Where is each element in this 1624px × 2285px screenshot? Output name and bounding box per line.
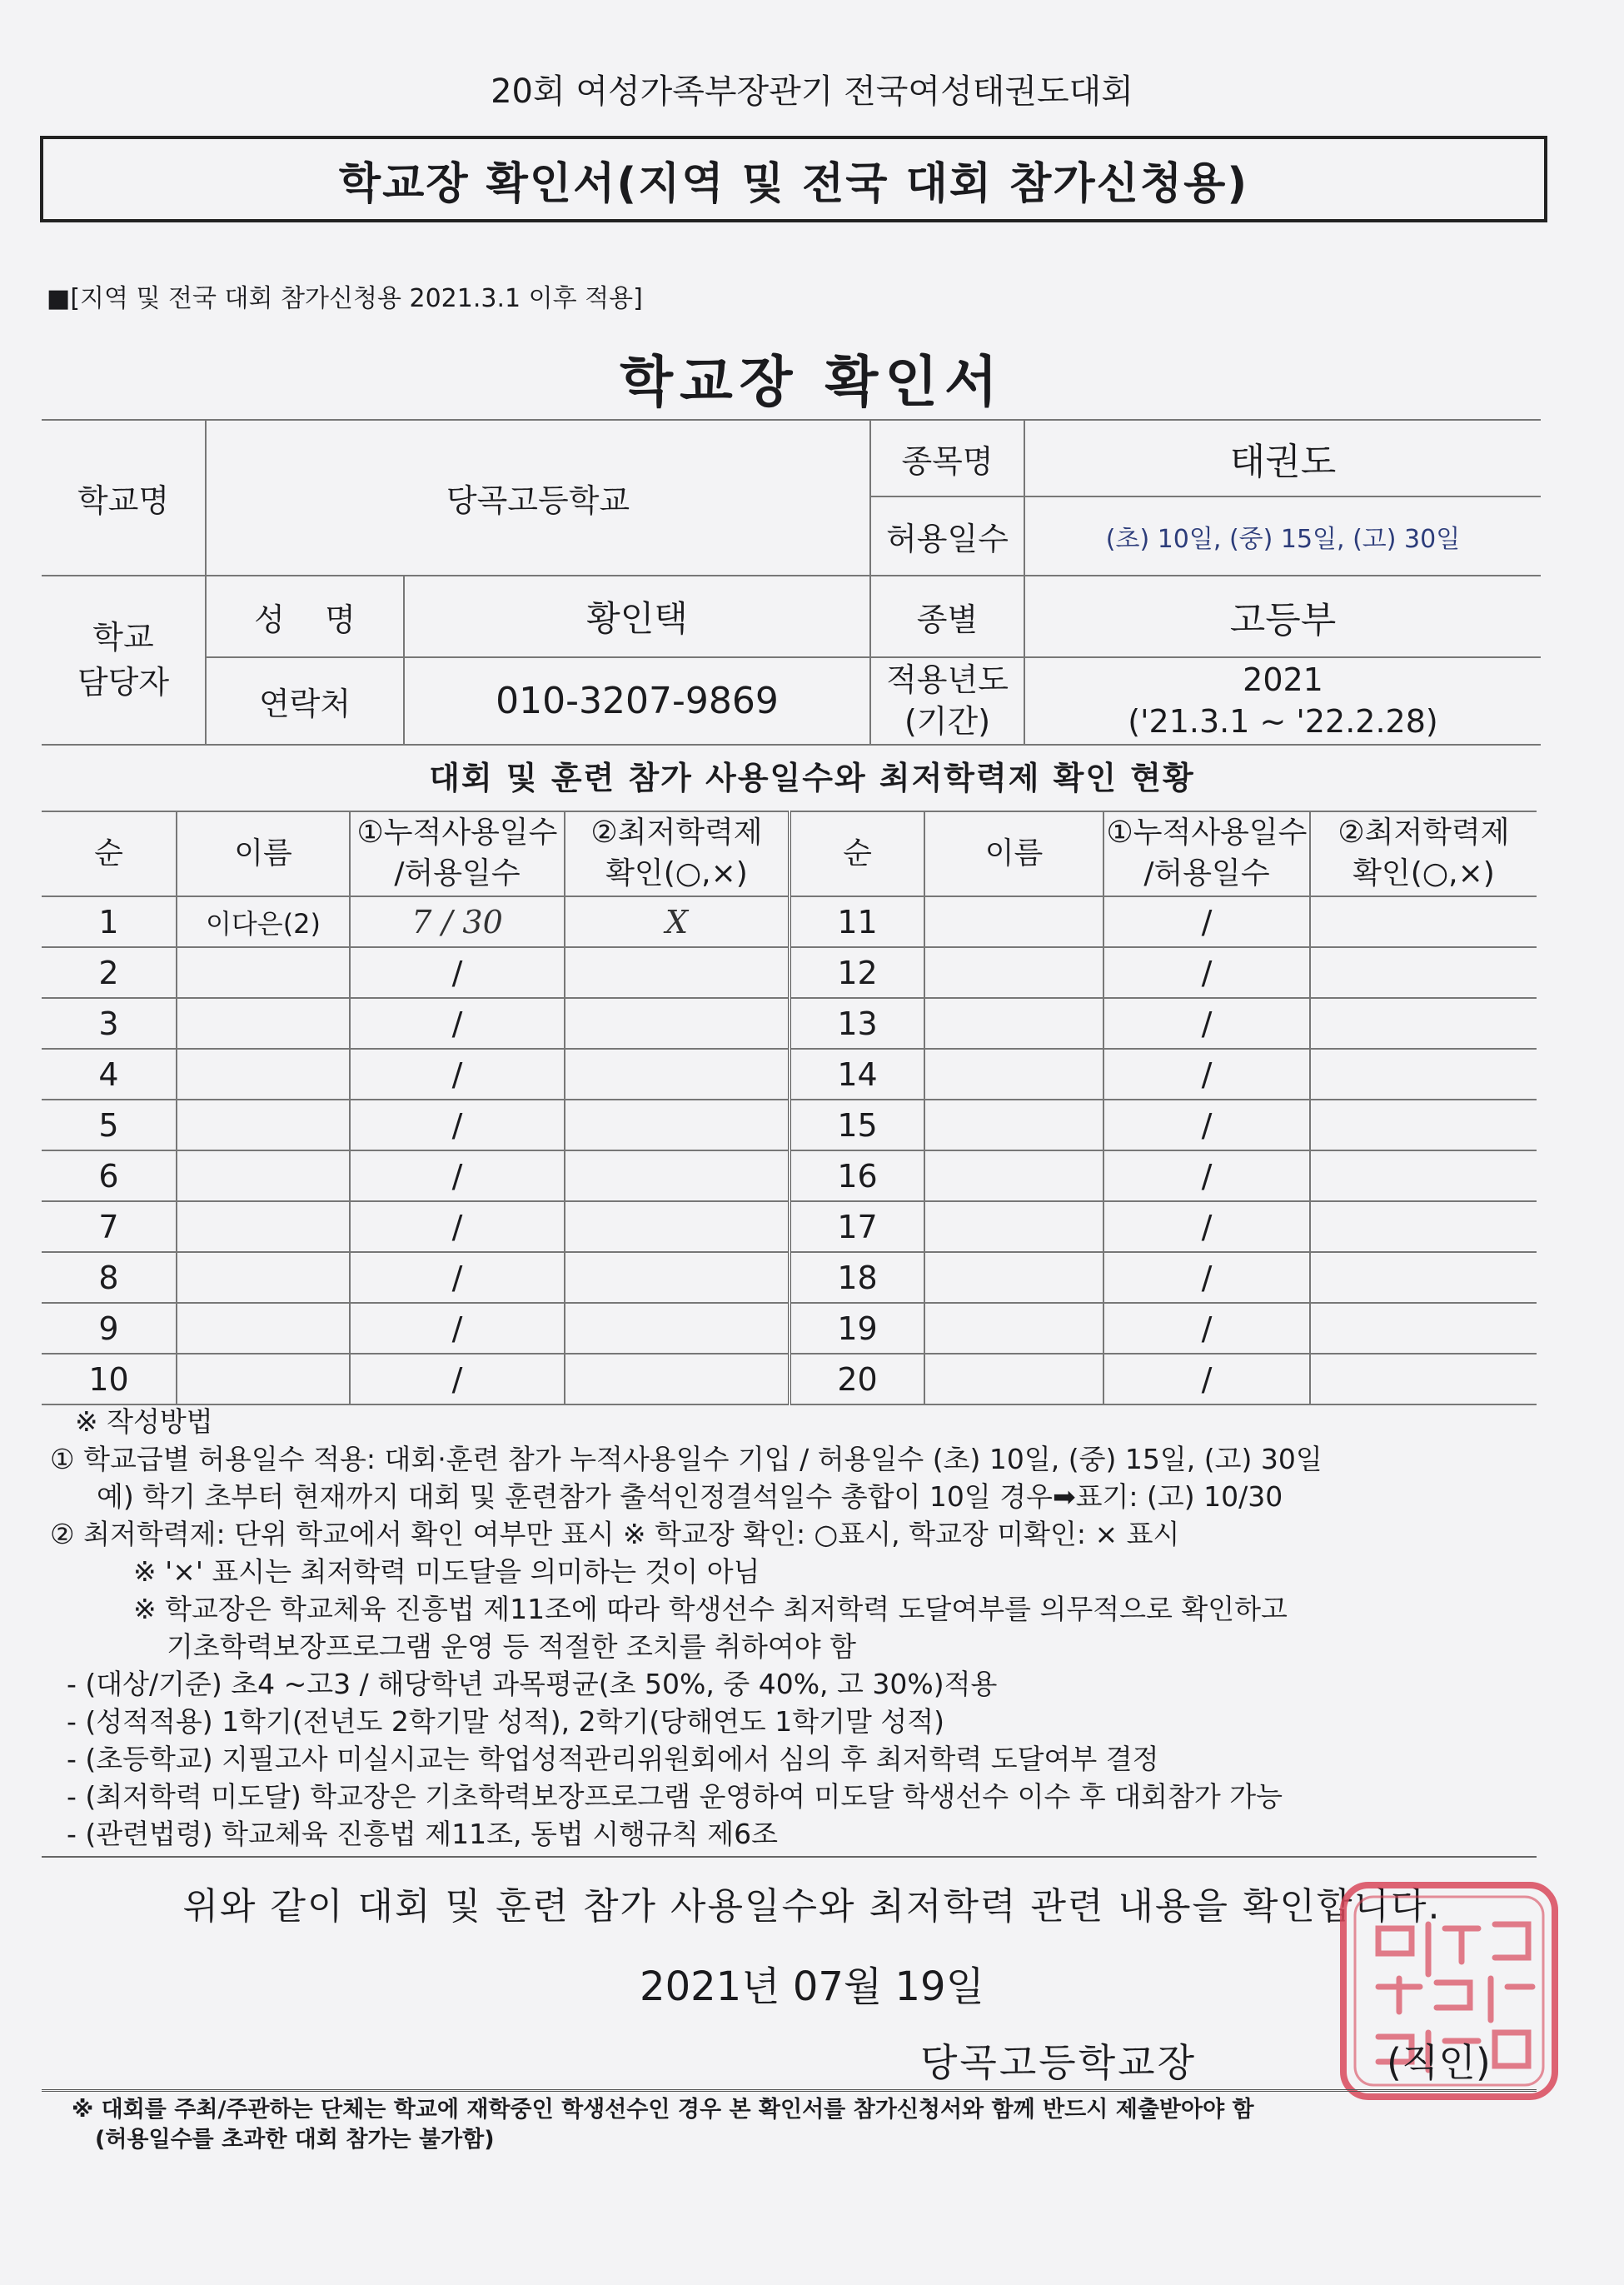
academic-check [565, 1252, 790, 1303]
col-academic-left: ②최저학력제 확인(○,×) [565, 811, 790, 896]
main-title: 학교장 확인서 [620, 350, 1004, 414]
sport-value: 태권도 [1024, 420, 1541, 496]
instruction-line: - (관련법령) 학교체육 진흥법 제11조, 동법 시행규칙 제6조 [67, 1818, 778, 1850]
academic-check [1310, 947, 1537, 998]
school-name-value: 당곡고등학교 [206, 420, 870, 576]
athlete-name [177, 1100, 350, 1150]
school-name-label: 학교명 [42, 420, 206, 576]
footnote [72, 2095, 1254, 2155]
athlete-name [924, 1100, 1103, 1150]
academic-check [1310, 1252, 1537, 1303]
days-used-allowed: / [1103, 1354, 1310, 1404]
footnote-line: (허용일수를 초과한 대회 참가는 불가함) [95, 2127, 495, 2153]
academic-check [565, 1201, 790, 1252]
roster-row [42, 998, 1537, 1049]
row-number: 6 [42, 1150, 177, 1201]
academic-check [565, 1303, 790, 1354]
academic-check [565, 1100, 790, 1150]
academic-check [1310, 1049, 1537, 1100]
row-number: 15 [790, 1100, 924, 1150]
col-no-right: 순 [790, 811, 924, 896]
instruction-line: 예) 학기 초부터 현재까지 대회 및 훈련참가 출석인정결석일수 총합이 10일 경우➡표기: (고) 10/30 [97, 1480, 1283, 1513]
row-number: 7 [42, 1201, 177, 1252]
instruction-line: - (초등학교) 지필고사 미실시교는 학업성적관리위원회에서 심의 후 최저학력 도달여부 결정 [67, 1743, 1159, 1775]
roster-row [42, 1354, 1537, 1404]
issue-date: 2021년 07월 19일 [640, 1963, 984, 2010]
division-label: 종별 [870, 576, 1024, 657]
athlete-name [177, 1354, 350, 1404]
days-used-allowed: / [350, 1201, 565, 1252]
footnote-line: ※ 대회를 주최/주관하는 단체는 학교에 재학중인 학생선수인 경우 본 확인서를 참가신청서와 함께 반드시 제출받아야 함 [72, 2097, 1254, 2123]
athlete-name [924, 1201, 1103, 1252]
athlete-name [177, 1150, 350, 1201]
academic-check [1310, 1354, 1537, 1404]
row-number: 11 [790, 896, 924, 947]
days-used-allowed: / [350, 947, 565, 998]
row-number: 3 [42, 998, 177, 1049]
contact-label: 연락처 [206, 657, 404, 745]
confirmation-statement: 위와 같이 대회 및 훈련 참가 사용일수와 최저학력 관련 내용을 확인합니다. [182, 1885, 1442, 1928]
roster-row [42, 896, 1537, 947]
days-used-allowed: / [1103, 1150, 1310, 1201]
document-title-box: 학교장 확인서(지역 및 전국 대회 참가신청용) [40, 136, 1547, 222]
row-number: 19 [790, 1303, 924, 1354]
days-used-allowed: / [350, 1150, 565, 1201]
roster-table [42, 811, 1537, 1405]
academic-check [1310, 1201, 1537, 1252]
instruction-line: ② 최저학력제: 단위 학교에서 확인 여부만 표시 ※ 학교장 확인: ○표시, 학교장 미확인: × 표시 [50, 1518, 1180, 1550]
days-used-allowed: 7 / 30 [350, 896, 565, 947]
roster-row [42, 1252, 1537, 1303]
academic-check: X [565, 896, 790, 947]
athlete-name: 이다은(2) [177, 896, 350, 947]
row-number: 14 [790, 1049, 924, 1100]
academic-check [1310, 998, 1537, 1049]
athlete-name [924, 896, 1103, 947]
roster-row [42, 1049, 1537, 1100]
principal-title: 당곡고등학교장 [920, 2040, 1198, 2085]
academic-check [565, 947, 790, 998]
academic-check [565, 1049, 790, 1100]
roster-row [42, 1303, 1537, 1354]
days-used-allowed: / [350, 998, 565, 1049]
row-number: 9 [42, 1303, 177, 1354]
instruction-line: - (성적적용) 1학기(전년도 2학기말 성적), 2학기(당해연도 1학기말 성적) [67, 1705, 945, 1738]
athlete-name [924, 998, 1103, 1049]
days-used-allowed: / [1103, 1252, 1310, 1303]
row-number: 12 [790, 947, 924, 998]
academic-check [565, 998, 790, 1049]
athlete-name [177, 1303, 350, 1354]
athlete-name [177, 947, 350, 998]
applicability-notice: ■[지역 및 전국 대회 참가신청용 2021.3.1 이후 적용] [47, 284, 643, 313]
athlete-name [924, 1354, 1103, 1404]
instructions-title: ※ 작성방법 [75, 1405, 213, 1438]
period-value: 2021 ('21.3.1 ~ '22.2.28) [1024, 657, 1541, 745]
contact-value: 010-3207-9869 [404, 657, 870, 745]
row-number: 20 [790, 1354, 924, 1404]
days-used-allowed: / [350, 1100, 565, 1150]
athlete-name [177, 1252, 350, 1303]
roster-row [42, 1100, 1537, 1150]
row-number: 8 [42, 1252, 177, 1303]
instruction-line: - (대상/기준) 초4 ~고3 / 해당학년 과목평균(초 50%, 중 40%, 고 30%)적용 [67, 1668, 998, 1700]
col-name-left: 이름 [177, 811, 350, 896]
roster-row [42, 1201, 1537, 1252]
days-used-allowed: / [350, 1049, 565, 1100]
days-used-allowed: / [1103, 1100, 1310, 1150]
instruction-line: 기초학력보장프로그램 운영 등 적절한 조치를 취하여야 함 [167, 1630, 857, 1663]
divider [42, 1856, 1537, 1858]
athlete-name [177, 1049, 350, 1100]
days-used-allowed: / [1103, 896, 1310, 947]
allowed-days-label: 허용일수 [870, 496, 1024, 576]
row-number: 4 [42, 1049, 177, 1100]
period-label: 적용년도 (기간) [870, 657, 1024, 745]
academic-check [1310, 1303, 1537, 1354]
manager-name-value: 황인택 [404, 576, 870, 657]
days-used-allowed: / [1103, 998, 1310, 1049]
instruction-line: ※ 학교장은 학교체육 진흥법 제11조에 따라 학생선수 최저학력 도달여부를 의무적으로 확인하고 [133, 1593, 1288, 1625]
instruction-line: ① 학교급별 허용일수 적용: 대회·훈련 참가 누적사용일수 기입 / 허용일수 (초) 10일, (중) 15일, (고) 30일 [50, 1443, 1323, 1475]
col-days-left: ①누적사용일수 /허용일수 [350, 811, 565, 896]
row-number: 5 [42, 1100, 177, 1150]
academic-check [1310, 1150, 1537, 1201]
athlete-name [924, 1150, 1103, 1201]
athlete-name [177, 1201, 350, 1252]
athlete-name [924, 1049, 1103, 1100]
row-number: 2 [42, 947, 177, 998]
col-name-right: 이름 [924, 811, 1103, 896]
academic-check [565, 1354, 790, 1404]
row-number: 16 [790, 1150, 924, 1201]
school-manager-label: 학교 담당자 [42, 576, 206, 745]
roster-row [42, 1150, 1537, 1201]
academic-check [1310, 896, 1537, 947]
sport-label: 종목명 [870, 420, 1024, 496]
days-used-allowed: / [1103, 1049, 1310, 1100]
days-used-allowed: / [1103, 947, 1310, 998]
athlete-name [924, 1252, 1103, 1303]
section-title: 대회 및 훈련 참가 사용일수와 최저학력제 확인 현황 [429, 760, 1195, 796]
days-used-allowed: / [350, 1252, 565, 1303]
row-number: 17 [790, 1201, 924, 1252]
roster-row [42, 947, 1537, 998]
athlete-name [924, 1303, 1103, 1354]
allowed-days-value: (초) 10일, (중) 15일, (고) 30일 [1024, 496, 1541, 576]
writing-instructions [50, 1403, 1582, 1853]
academic-check [1310, 1100, 1537, 1150]
athlete-name [924, 947, 1103, 998]
division-value: 고등부 [1024, 576, 1541, 657]
col-days-right: ①누적사용일수 /허용일수 [1103, 811, 1310, 896]
days-used-allowed: / [1103, 1201, 1310, 1252]
footnote-divider [42, 2089, 1537, 2092]
days-used-allowed: / [350, 1354, 565, 1404]
athlete-name [177, 998, 350, 1049]
seal-label: (직인) [1387, 2040, 1491, 2085]
col-no-left: 순 [42, 811, 177, 896]
instruction-line: - (최저학력 미도달) 학교장은 기초학력보장프로그램 운영하여 미도달 학생선수 이수 후 대회참가 가능 [67, 1780, 1283, 1813]
manager-name-label: 성 명 [206, 576, 404, 657]
instruction-line: ※ '×' 표시는 최저학력 미도달을 의미하는 것이 아님 [133, 1555, 760, 1588]
row-number: 10 [42, 1354, 177, 1404]
days-used-allowed: / [350, 1303, 565, 1354]
row-number: 18 [790, 1252, 924, 1303]
row-number: 13 [790, 998, 924, 1049]
row-number: 1 [42, 896, 177, 947]
col-academic-right: ②최저학력제 확인(○,×) [1310, 811, 1537, 896]
school-info-table [42, 419, 1541, 746]
days-used-allowed: / [1103, 1303, 1310, 1354]
event-header: 20회 여성가족부장관기 전국여성태권도대회 [491, 72, 1133, 111]
academic-check [565, 1150, 790, 1201]
